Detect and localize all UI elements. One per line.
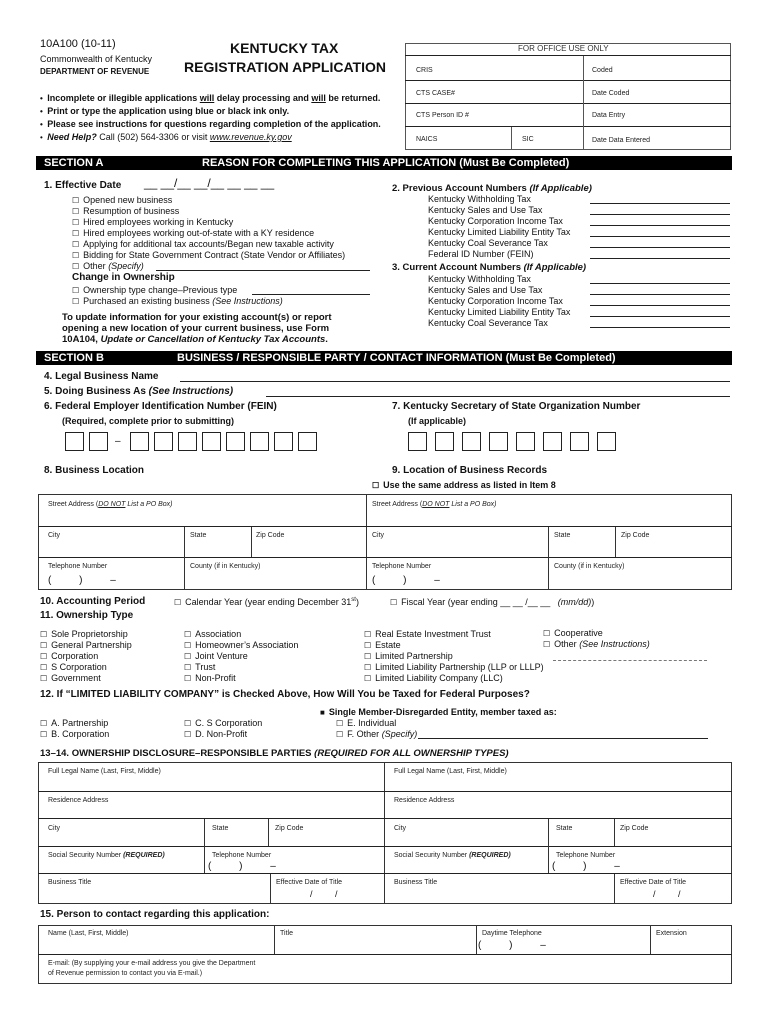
curr-llet: Kentucky Limited Liability Entity Tax bbox=[428, 307, 571, 317]
contact-extension-label[interactable]: Extension bbox=[656, 930, 687, 937]
tax-e-individual[interactable]: ☐ E. Individual bbox=[336, 718, 397, 728]
single-member-option[interactable]: ■ Single Member-Disregarded Entity, member taxed as: bbox=[320, 707, 557, 717]
same-address-checkbox[interactable]: ☐ Use the same address as listed in Item 8 bbox=[372, 480, 556, 490]
revenue-website-link[interactable]: www.revenue.ky.gov bbox=[209, 132, 292, 142]
own-other[interactable]: ☐ Other (See Instructions) bbox=[543, 639, 650, 649]
prev-sales-use: Kentucky Sales and Use Tax bbox=[428, 205, 543, 215]
reason-resumption[interactable]: ☐ Resumption of business bbox=[72, 206, 180, 216]
party2-ssn-label[interactable]: Social Security Number (REQUIRED) bbox=[394, 852, 511, 859]
other-specify-line[interactable] bbox=[156, 270, 370, 271]
instruction-1: • Incomplete or illegible applications will delay processing and will be returned. bbox=[40, 93, 381, 103]
office-cris: CRIS bbox=[416, 67, 433, 74]
sos-digit-8[interactable] bbox=[597, 432, 616, 451]
party2-eff-date-mask[interactable]: / / bbox=[653, 889, 681, 899]
office-use-header: FOR OFFICE USE ONLY bbox=[518, 44, 609, 53]
party2-city-label[interactable]: City bbox=[394, 825, 407, 832]
contact-phone-label[interactable]: Daytime Telephone bbox=[482, 930, 542, 937]
prev-corp-income-field[interactable] bbox=[590, 225, 730, 226]
office-cts-case: CTS CASE# bbox=[416, 90, 455, 97]
fein-digit-5[interactable] bbox=[178, 432, 197, 451]
section-a-label: SECTION A bbox=[44, 157, 104, 169]
records-location-label: 9. Location of Business Records bbox=[392, 465, 548, 476]
loc-city-label[interactable]: City bbox=[48, 532, 61, 539]
legal-business-name-label: 4. Legal Business Name bbox=[44, 371, 159, 382]
sos-digit-4[interactable] bbox=[489, 432, 508, 451]
contact-person-title: 15. Person to contact regarding this application: bbox=[40, 909, 270, 920]
office-date-data-entered: Date Data Entered bbox=[592, 137, 650, 144]
party2-state-label[interactable]: State bbox=[556, 825, 573, 832]
rec-city-label[interactable]: City bbox=[372, 532, 385, 539]
fein-digit-9[interactable] bbox=[274, 432, 293, 451]
fein-digit-7[interactable] bbox=[226, 432, 245, 451]
prev-corp-income: Kentucky Corporation Income Tax bbox=[428, 216, 563, 226]
rec-street-label[interactable]: Street Address (DO NOT List a PO Box) bbox=[372, 501, 497, 508]
form-title-line1: KENTUCKY TAX bbox=[230, 40, 339, 56]
contact-name-label[interactable]: Name (Last, First, Middle) bbox=[48, 930, 129, 937]
section-b-header bbox=[36, 351, 732, 365]
tax-other-specify-line[interactable] bbox=[418, 738, 708, 739]
update-note-2: opening a new location of your current business, use Form bbox=[62, 323, 330, 334]
sos-digit-1[interactable] bbox=[408, 432, 427, 451]
own-homeowners[interactable]: ☐ Homeowner’s Association bbox=[184, 640, 299, 650]
form-title-line2: REGISTRATION APPLICATION bbox=[184, 59, 386, 75]
fein-label: 6. Federal Employer Identification Number (FEIN) bbox=[44, 401, 277, 412]
curr-llet-field[interactable] bbox=[590, 316, 730, 317]
section-a-header bbox=[36, 156, 732, 170]
sos-digit-3[interactable] bbox=[462, 432, 481, 451]
curr-corp-income: Kentucky Corporation Income Tax bbox=[428, 296, 563, 306]
fein-sublabel: (Required, complete prior to submitting) bbox=[62, 416, 235, 426]
party2-phone-mask[interactable]: ( ) – bbox=[552, 861, 620, 872]
loc-zip-label[interactable]: Zip Code bbox=[256, 532, 285, 539]
reason-hired-out-of-state[interactable]: ☐ Hired employees working out-of-state with a KY residence bbox=[72, 228, 315, 238]
party1-zip-label[interactable]: Zip Code bbox=[275, 825, 304, 832]
instruction-help: • Need Help? Call (502) 564-3306 or visit www.revenue.ky.gov bbox=[40, 132, 292, 142]
prev-llet-field[interactable] bbox=[590, 236, 730, 237]
dba-field[interactable] bbox=[266, 396, 730, 397]
own-association[interactable]: ☐ Association bbox=[184, 629, 242, 639]
own-s-corporation[interactable]: ☐ S Corporation bbox=[40, 662, 107, 672]
own-reit[interactable]: ☐ Real Estate Investment Trust bbox=[364, 629, 491, 639]
ownership-disclosure-title: 13–14. OWNERSHIP DISCLOSURE–RESPONSIBLE PARTIES (REQUIRED FOR ALL OWNERSHIP TYPES) bbox=[40, 748, 509, 759]
reason-additional-accounts[interactable]: ☐ Applying for additional tax accounts/Began new taxable activity bbox=[72, 239, 334, 249]
party1-name-label[interactable]: Full Legal Name (Last, First, Middle) bbox=[48, 768, 161, 775]
commonwealth-label: Commonwealth of Kentucky bbox=[40, 54, 153, 64]
own-corporation[interactable]: ☐ Corporation bbox=[40, 651, 99, 661]
own-sole-prop[interactable]: ☐ Sole Proprietorship bbox=[40, 629, 128, 639]
party2-residence-label[interactable]: Residence Address bbox=[394, 797, 455, 804]
reason-other[interactable]: ☐ Other (Specify) bbox=[72, 261, 144, 271]
fiscal-year-checkbox[interactable]: ☐ Fiscal Year (year ending __ __ /__ __ (mm/dd)) bbox=[390, 597, 595, 607]
rec-state-label[interactable]: State bbox=[554, 532, 571, 539]
party2-name-label[interactable]: Full Legal Name (Last, First, Middle) bbox=[394, 768, 507, 775]
party1-state-label[interactable]: State bbox=[212, 825, 229, 832]
curr-corp-income-field[interactable] bbox=[590, 305, 730, 306]
rec-zip-label[interactable]: Zip Code bbox=[621, 532, 650, 539]
prev-coal: Kentucky Coal Severance Tax bbox=[428, 238, 548, 248]
sos-digit-6[interactable] bbox=[543, 432, 562, 451]
department-label: DEPARTMENT OF REVENUE bbox=[40, 67, 150, 76]
curr-coal-field[interactable] bbox=[590, 327, 730, 328]
sos-digit-2[interactable] bbox=[435, 432, 454, 451]
sos-digit-5[interactable] bbox=[516, 432, 535, 451]
fein-digit-4[interactable] bbox=[154, 432, 173, 451]
current-accounts-title: 3. Current Account Numbers (If Applicable) bbox=[392, 262, 587, 273]
contact-email-label-1[interactable]: E-mail: (By supplying your e-mail address you give the Department bbox=[48, 960, 256, 967]
sos-number-sublabel: (If applicable) bbox=[408, 416, 467, 426]
own-llc[interactable]: ☐ Limited Liability Company (LLC) bbox=[364, 673, 503, 683]
prev-llet: Kentucky Limited Liability Entity Tax bbox=[428, 227, 571, 237]
party1-city-label[interactable]: City bbox=[48, 825, 61, 832]
party1-phone-label[interactable]: Telephone Number bbox=[212, 852, 272, 859]
change-ownership-type[interactable]: ☐ Ownership type change–Previous type bbox=[72, 285, 238, 295]
rec-phone-mask[interactable]: ( ) – bbox=[372, 575, 440, 586]
office-naics: NAICS bbox=[416, 136, 438, 143]
tax-b-corporation[interactable]: ☐ B. Corporation bbox=[40, 729, 110, 739]
own-general-partnership[interactable]: ☐ General Partnership bbox=[40, 640, 132, 650]
office-date-coded: Date Coded bbox=[592, 90, 630, 97]
party1-eff-date-mask[interactable]: / / bbox=[310, 889, 338, 899]
loc-street-label[interactable]: Street Address (DO NOT List a PO Box) bbox=[48, 501, 173, 508]
tax-c-s-corporation[interactable]: ☐ C. S Corporation bbox=[184, 718, 263, 728]
party2-zip-label[interactable]: Zip Code bbox=[620, 825, 649, 832]
prev-coal-field[interactable] bbox=[590, 247, 730, 248]
tax-a-partnership[interactable]: ☐ A. Partnership bbox=[40, 718, 109, 728]
loc-phone-mask[interactable]: ( ) – bbox=[48, 575, 116, 586]
legal-business-name-field[interactable] bbox=[180, 381, 730, 382]
own-trust[interactable]: ☐ Trust bbox=[184, 662, 216, 672]
loc-county-label[interactable]: County (if in Kentucky) bbox=[190, 563, 261, 570]
section-a-title: REASON FOR COMPLETING THIS APPLICATION (Must Be Completed) bbox=[202, 157, 570, 169]
instruction-3: • Please see instructions for questions regarding completion of the application. bbox=[40, 119, 381, 129]
loc-state-label[interactable]: State bbox=[190, 532, 207, 539]
party2-eff-date-label[interactable]: Effective Date of Title bbox=[620, 879, 687, 886]
party1-residence-label[interactable]: Residence Address bbox=[48, 797, 109, 804]
party1-phone-mask[interactable]: ( ) – bbox=[208, 861, 276, 872]
dba-label: 5. Doing Business As (See Instructions) bbox=[44, 386, 234, 397]
effective-date-label: 1. Effective Date bbox=[44, 180, 122, 191]
office-coded: Coded bbox=[592, 67, 613, 74]
tax-f-other[interactable]: ☐ F. Other (Specify) bbox=[336, 729, 418, 739]
own-cooperative[interactable]: ☐ Cooperative bbox=[543, 628, 603, 638]
fein-dash: – bbox=[115, 436, 121, 447]
llc-tax-question: 12. If “LIMITED LIABILITY COMPANY” is Checked Above, How Will You be Taxed for Federal Purposes? bbox=[40, 689, 530, 700]
previous-type-line[interactable] bbox=[252, 294, 370, 295]
form-number: 10A100 (10-11) bbox=[40, 38, 116, 50]
office-cts-person: CTS Person ID # bbox=[416, 112, 469, 119]
party1-eff-date-label[interactable]: Effective Date of Title bbox=[276, 879, 343, 886]
accounting-period-label: 10. Accounting Period bbox=[40, 596, 146, 607]
contact-email-label-2: of Revenue permission to contact you via E-mail.) bbox=[48, 970, 203, 977]
office-data-entry: Data Entry bbox=[592, 112, 626, 119]
party2-title-label[interactable]: Business Title bbox=[394, 879, 438, 886]
instruction-2: • Print or type the application using blue or black ink only. bbox=[40, 106, 290, 116]
reason-opened-new-business[interactable]: ☐ Opened new business bbox=[72, 195, 173, 205]
curr-coal: Kentucky Coal Severance Tax bbox=[428, 318, 548, 328]
rec-telephone-label[interactable]: Telephone Number bbox=[372, 563, 432, 570]
own-non-profit[interactable]: ☐ Non-Profit bbox=[184, 673, 236, 683]
own-joint-venture[interactable]: ☐ Joint Venture bbox=[184, 651, 248, 661]
own-estate[interactable]: ☐ Estate bbox=[364, 640, 401, 650]
own-limited-partnership[interactable]: ☐ Limited Partnership bbox=[364, 651, 453, 661]
contact-title-label[interactable]: Title bbox=[280, 930, 293, 937]
own-government[interactable]: ☐ Government bbox=[40, 673, 101, 683]
prev-fein: Federal ID Number (FEIN) bbox=[428, 249, 534, 259]
prev-withholding-field[interactable] bbox=[590, 203, 730, 204]
business-location-label: 8. Business Location bbox=[44, 465, 145, 476]
effective-date-input[interactable]: __ __/__ __/__ __ __ __ bbox=[144, 176, 275, 190]
party1-ssn-label[interactable]: Social Security Number (REQUIRED) bbox=[48, 852, 165, 859]
prev-fein-field[interactable] bbox=[590, 258, 730, 259]
reason-bidding[interactable]: ☐ Bidding for State Government Contract (State Vendor or Affiliates) bbox=[72, 250, 346, 260]
prev-sales-use-field[interactable] bbox=[590, 214, 730, 215]
section-b-title: BUSINESS / RESPONSIBLE PARTY / CONTACT INFORMATION (Must Be Completed) bbox=[177, 352, 616, 364]
fein-digit-1[interactable] bbox=[65, 432, 84, 451]
curr-sales-use-field[interactable] bbox=[590, 294, 730, 295]
section-b-label: SECTION B bbox=[44, 352, 104, 364]
reason-hired-ky[interactable]: ☐ Hired employees working in Kentucky bbox=[72, 217, 234, 227]
party1-title-label[interactable]: Business Title bbox=[48, 879, 92, 886]
fein-digit-8[interactable] bbox=[250, 432, 269, 451]
tax-d-non-profit[interactable]: ☐ D. Non-Profit bbox=[184, 729, 248, 739]
own-llp[interactable]: ☐ Limited Liability Partnership (LLP or LLLP) bbox=[364, 662, 544, 672]
update-note-1: To update information for your existing account(s) or report bbox=[62, 312, 332, 323]
party2-phone-label[interactable]: Telephone Number bbox=[556, 852, 616, 859]
change-purchased-business[interactable]: ☐ Purchased an existing business (See Instructions) bbox=[72, 296, 283, 306]
fein-digit-10[interactable] bbox=[298, 432, 317, 451]
fein-digit-6[interactable] bbox=[202, 432, 221, 451]
sos-digit-7[interactable] bbox=[570, 432, 589, 451]
contact-phone-mask[interactable]: ( ) – bbox=[478, 940, 546, 951]
calendar-year-checkbox[interactable]: ☐ Calendar Year (year ending December 31st) bbox=[174, 597, 359, 607]
previous-accounts-title: 2. Previous Account Numbers (If Applicable) bbox=[392, 183, 592, 194]
fein-digit-2[interactable] bbox=[89, 432, 108, 451]
fein-digit-3[interactable] bbox=[130, 432, 149, 451]
own-other-specify-line[interactable] bbox=[553, 660, 707, 661]
office-sic: SIC bbox=[522, 136, 534, 143]
curr-withholding: Kentucky Withholding Tax bbox=[428, 274, 531, 284]
prev-withholding: Kentucky Withholding Tax bbox=[428, 194, 531, 204]
curr-withholding-field[interactable] bbox=[590, 283, 730, 284]
sos-number-label: 7. Kentucky Secretary of State Organization Number bbox=[392, 401, 641, 412]
ownership-type-label: 11. Ownership Type bbox=[40, 610, 134, 621]
curr-sales-use: Kentucky Sales and Use Tax bbox=[428, 285, 543, 295]
update-note-3: 10A104, Update or Cancellation of Kentucky Tax Accounts. bbox=[62, 334, 328, 345]
rec-county-label[interactable]: County (if in Kentucky) bbox=[554, 563, 625, 570]
change-ownership-title: Change in Ownership bbox=[72, 272, 175, 283]
loc-telephone-label[interactable]: Telephone Number bbox=[48, 563, 108, 570]
